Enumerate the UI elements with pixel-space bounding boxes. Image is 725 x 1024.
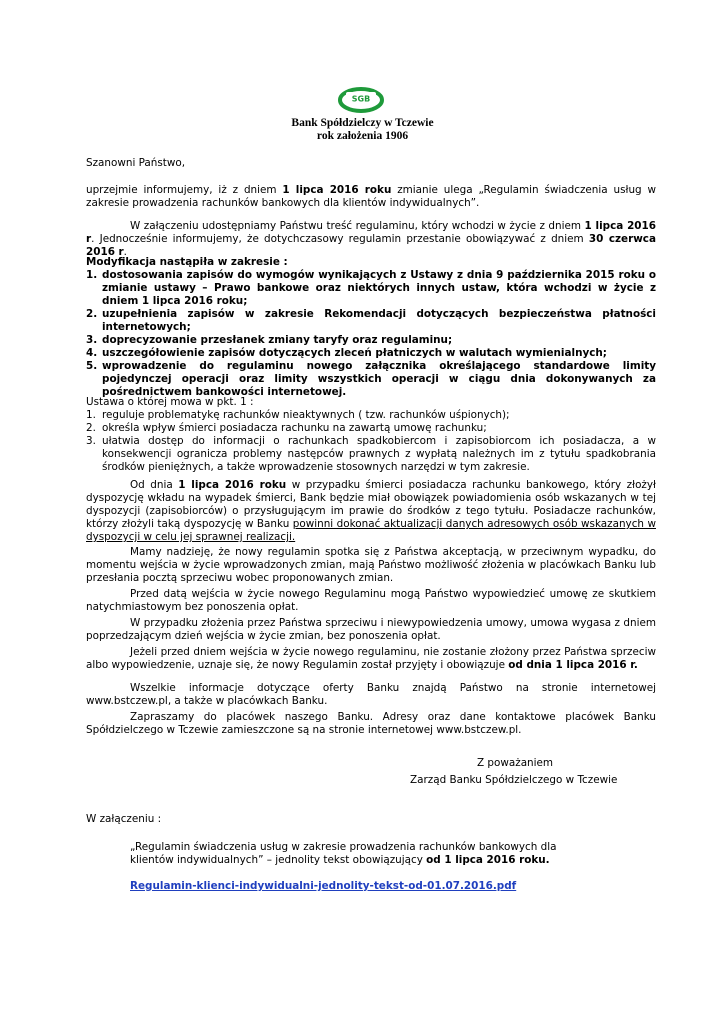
list-item: 4. uszczegółowienie zapisów dotyczących zleceń płatniczych w walutach wymienialnych;: [86, 347, 607, 359]
termination-paragraph: Przed datą wejścia w życie nowego Regulaminu mogą Państwo wypowiedzieć umowę ze skutkiem natychmiastowym bez ponoszenia opłat.: [86, 588, 656, 613]
regulation-attached-paragraph: W załączeniu udostępniamy Państwu treść regulaminu, który wchodzi w życie z dniem 1 lipca 2016 r. Jednocześnie informujemy, że dotychczasowy regulamin przestanie obowiązywać z dniem 30 czerwca 2016 r.: [86, 220, 656, 258]
law-list: [86, 409, 656, 474]
invite-paragraph: Zapraszamy do placówek naszego Banku. Adresy oraz dane kontaktowe placówek Banku Spółdzielczego w Tczewie zamieszczone są na stronie internetowej www.bstczew.pl.: [86, 711, 656, 736]
founded-year: rok założenia 1906: [316, 130, 409, 142]
attachment-heading: W załączeniu :: [86, 813, 162, 825]
death-paragraph: Od dnia 1 lipca 2016 roku w przypadku śmierci posiadacza rachunku bankowego, który złożył dyspozycję wkładu na wypadek śmierci, Bank będzie miał obowiązek powiadomienia osób wskazanych w tej dyspozycji (zapisobiorców) o przysługującym im prawie do środków z tego tytułu. Posiadacze rachunków, którzy złożyli taką dyspozycję w Banku powinni dokonać aktualizacji danych adresowych osób wskazanych w dyspozycji w celu jej sprawnej realizacji.: [86, 479, 656, 543]
info-paragraph: Wszelkie informacje dotyczące oferty Banku znajdą Państwo na stronie internetowej www.bstczew.pl, a także w placówkach Banku.: [86, 682, 656, 707]
greeting: Szanowni Państwo,: [86, 157, 186, 169]
objection-paragraph: W przypadku złożenia przez Państwa sprzeciwu i niewypowiedzenia umowy, umowa wygasa z dniem poprzedzającym dzień wejścia w życie zmian, bez ponoszenia opłat.: [86, 617, 656, 642]
bank-name: Bank Spółdzielczy w Tczewie: [291, 117, 434, 129]
signature: Zarząd Banku Spółdzielczego w Tczewie: [410, 774, 618, 786]
changes-list: [86, 269, 656, 399]
acceptance-default-paragraph: Jeżeli przed dniem wejścia w życie nowego regulaminu, nie zostanie złożony przez Państwa sprzeciw albo wypowiedzenie, uznaje się, że nowy Regulamin został przyjęty i obowiązuje od dnia 1 lipca 2016 r.: [86, 646, 656, 671]
list-item: 3. doprecyzowanie przesłanek zmiany taryfy oraz regulaminu;: [86, 334, 453, 346]
list-item: 2. określa wpływ śmierci posiadacza rachunku na zawartą umowę rachunku;: [86, 422, 487, 434]
intro-paragraph: uprzejmie informujemy, iż z dniem 1 lipca 2016 roku zmianie ulega „Regulamin świadczenia usług w zakresie prowadzenia rachunków bankowych dla klientów indywidualnych”.: [86, 184, 656, 209]
law-heading: Ustawa o której mowa w pkt. 1 :: [86, 396, 254, 408]
acceptance-paragraph: Mamy nadzieję, że nowy regulamin spotka się z Państwa akceptacją, w przeciwnym wypadku, do momentu wejścia w życie wprowadzonych zmian, mają Państwo możliwość złożenia w placówkach Banku lub przesłania pocztą sprzeciwu wobec proponowanych zmian.: [86, 546, 656, 584]
sgb-logo: [338, 86, 384, 114]
attachment-description: „Regulamin świadczenia usług w zakresie prowadzenia rachunków bankowych dla klientów indywidualnych” – jednolity tekst obowiązujący od 1 lipca 2016 roku.: [130, 841, 557, 866]
logo-text: SGB: [351, 94, 371, 104]
list-item: 5. wprowadzenie do regulaminu nowego załącznika określającego standardowe limity pojedynczej operacji oraz limity wszystkich operacji w ciągu dnia dokonywanych za pośrednictwem bankowości internetowej.: [86, 360, 656, 398]
regulation-pdf-link[interactable]: Regulamin-klienci-indywidualni-jednolity-tekst-od-01.07.2016.pdf: [130, 880, 517, 892]
regards: Z poważaniem: [477, 757, 554, 769]
changes-heading: Modyfikacja nastąpiła w zakresie :: [86, 256, 288, 268]
list-item: 3. ułatwia dostęp do informacji o rachunkach spadkobiercom i zapisobiorcom ich posiadacza, a w konsekwencji ogranicza problemy następców prawnych z wypłatą należnych im z tytułu spadkobrania środków pieniężnych, a także wprowadzenie stosownych narzędzi w tym zakresie.: [86, 435, 656, 473]
list-item: 2. uzupełnienia zapisów w zakresie Rekomendacji dotyczących bezpieczeństwa płatności internetowych;: [86, 308, 656, 333]
list-item: 1. dostosowania zapisów do wymogów wynikających z Ustawy z dnia 9 października 2015 roku o zmianie ustawy – Prawo bankowe oraz niektórych innych ustaw, która wchodzi w życie z dniem 1 lipca 2016 roku;: [86, 269, 656, 307]
bank-header: [0, 117, 725, 143]
list-item: 1. reguluje problematykę rachunków nieaktywnych ( tzw. rachunków uśpionych);: [86, 409, 510, 421]
